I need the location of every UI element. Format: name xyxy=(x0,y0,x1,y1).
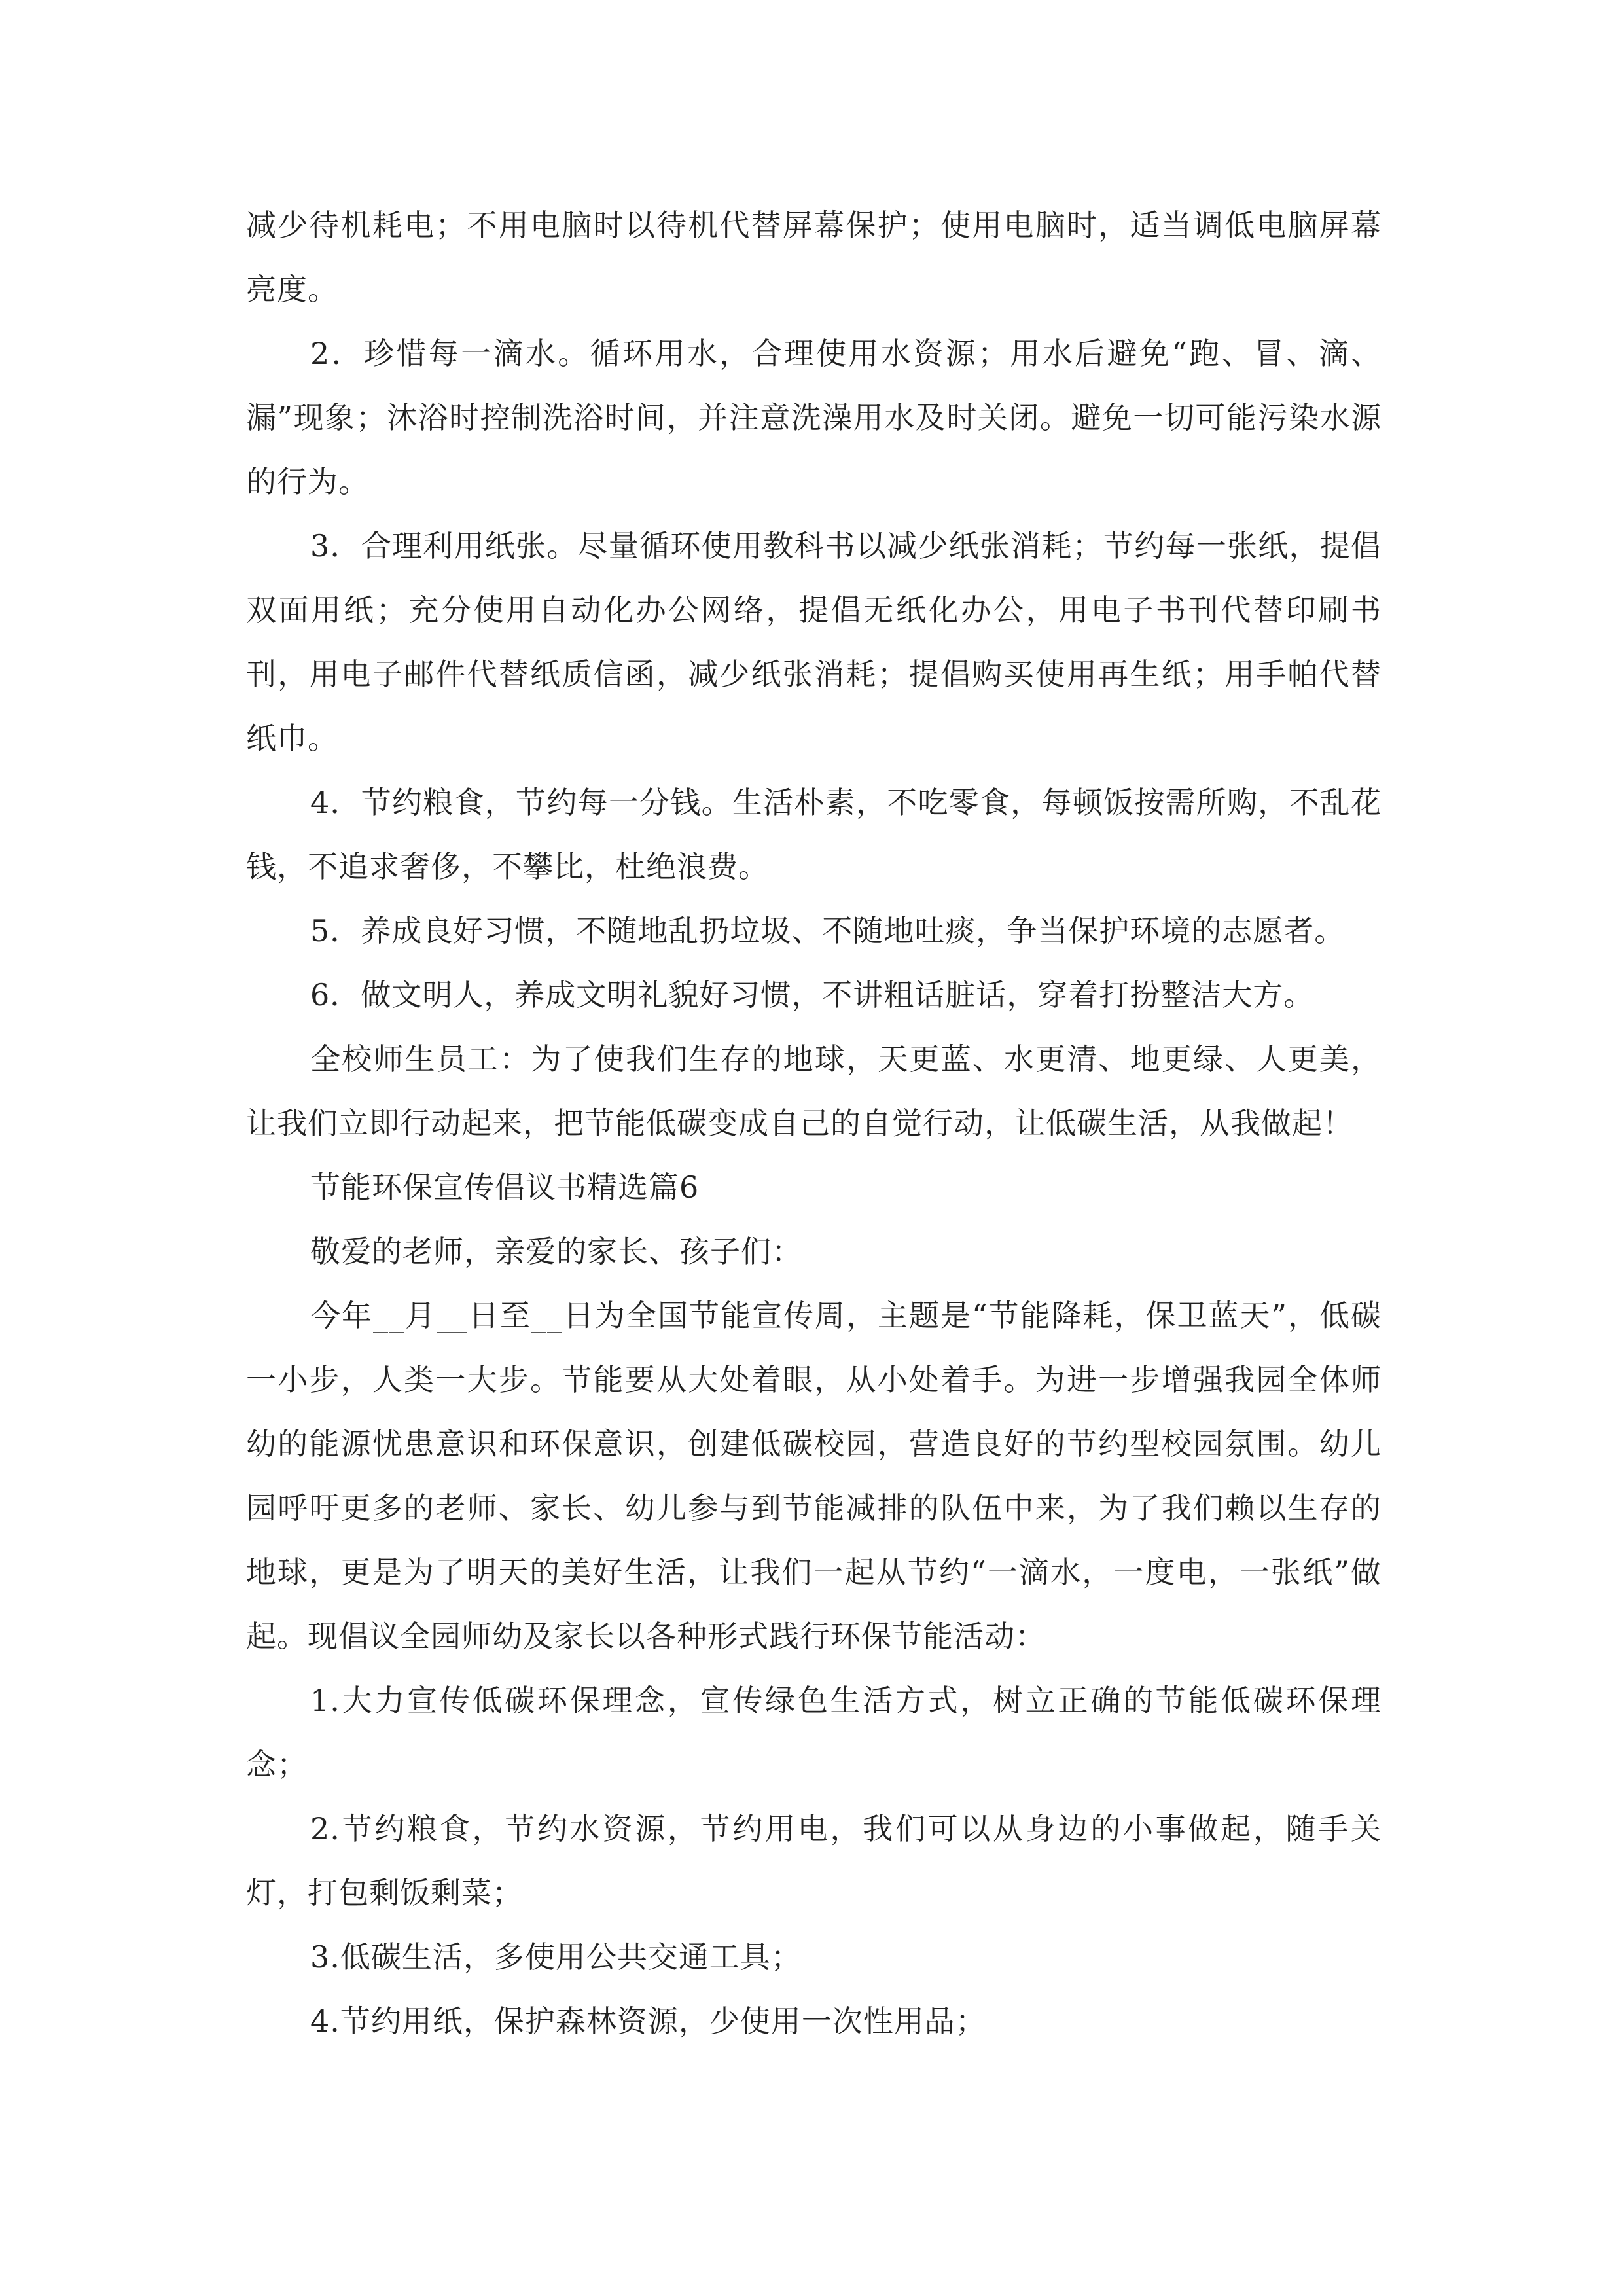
paragraph-item-5-habits: 5．养成良好习惯，不随地乱扔垃圾、不随地吐痰，争当保护环境的志愿者。 xyxy=(310,913,1346,948)
list-item-3: 3.低碳生活，多使用公共交通工具； xyxy=(310,1939,802,1975)
list-item-4: 4.节约用纸，保护森林资源，少使用一次性用品； xyxy=(310,2003,986,2039)
paragraph-item-6-civility: 6．做文明人，养成文明礼貌好习惯，不讲粗话脏话，穿着打扮整洁大方。 xyxy=(310,977,1315,1013)
paragraph-continued: 减少待机耗电；不用电脑时以待机代替屏幕保护；使用电脑时，适当调低电脑屏幕亮度。 xyxy=(246,207,1382,307)
salutation: 敬爱的老师，亲爱的家长、孩子们： xyxy=(310,1234,802,1269)
paragraph-item-4-food: 4．节约粮食，节约每一分钱。生活朴素，不吃零食，每顿饭按需所购，不乱花钱，不追求奢侈，不攀比，杜绝浪费。 xyxy=(246,785,1382,884)
list-item-1: 1.大力宣传低碳环保理念，宣传绿色生活方式，树立正确的节能低碳环保理念； xyxy=(246,1683,1382,1782)
paragraph-item-2-water: 2．珍惜每一滴水。循环用水，合理使用水资源；用水后避免“跑、冒、滴、漏”现象；沐浴时控制洗浴时间，并注意洗澡用水及时关闭。避免一切可能污染水源的行为。 xyxy=(246,336,1382,499)
section-title: 节能环保宣传倡议书精选篇6 xyxy=(310,1170,700,1205)
paragraph-item-3-paper: 3．合理利用纸张。尽量循环使用教科书以减少纸张消耗；节约每一张纸，提倡双面用纸；充分使用自动化办公网络，提倡无纸化办公，用电子书刊代替印刷书刊，用电子邮件代替纸质信函，减少纸张消耗；提倡购买使用再生纸；用手帕代替纸巾。 xyxy=(246,528,1382,756)
paragraph-intro: 今年__月__日至__日为全国节能宣传周，主题是“节能降耗，保卫蓝天”，低碳一小步，人类一大步。节能要从大处着眼，从小处着手。为进一步增强我园全体师幼的能源忧患意识和环保意识，创建低碳校园，营造良好的节约型校园氛围。幼儿园呼吁更多的老师、家长、幼儿参与到节能减排的队伍中来，为了我们赖以生存的地球，更是为了明天的美好生活，让我们一起从节约“一滴水，一度电，一张纸”做起。现倡议全园师幼及家长以各种形式践行环保节能活动： xyxy=(246,1298,1382,1654)
list-item-2: 2.节约粮食，节约水资源，节约用电，我们可以从身边的小事做起，随手关灯，打包剩饭剩菜； xyxy=(246,1811,1382,1910)
paragraph-call-to-action: 全校师生员工：为了使我们生存的地球，天更蓝、水更清、地更绿、人更美，让我们立即行动起来，把节能低碳变成自己的自觉行动，让低碳生活，从我做起！ xyxy=(246,1041,1382,1141)
document-body xyxy=(246,193,1382,2053)
